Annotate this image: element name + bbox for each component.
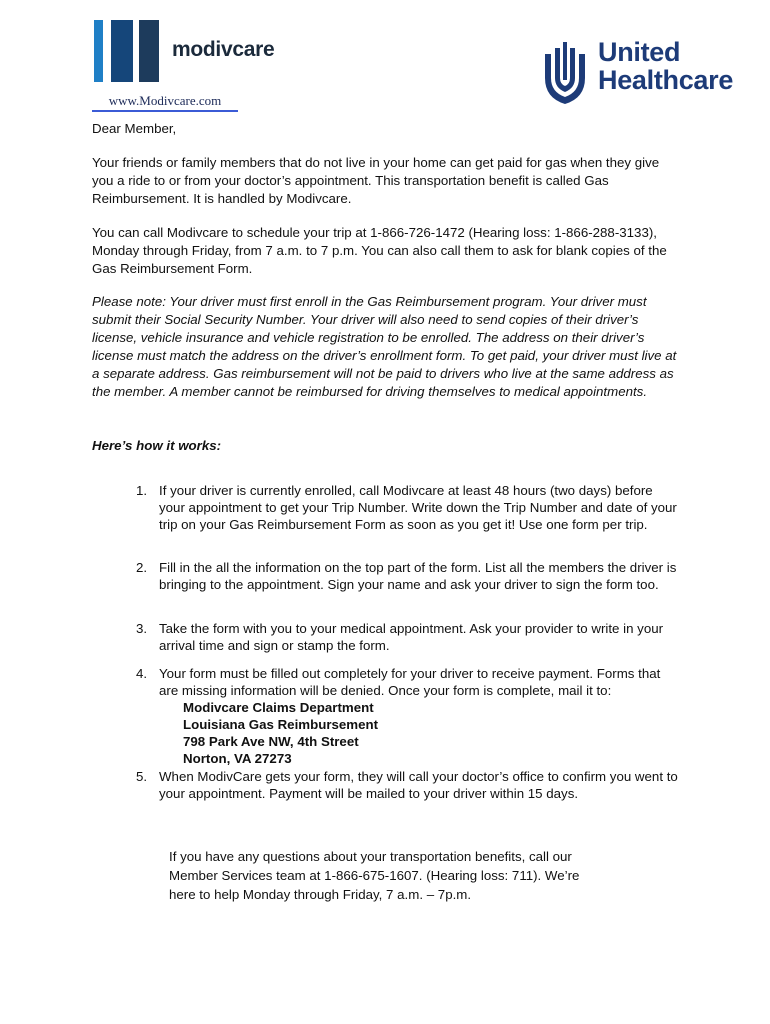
- uhc-wordmark: [598, 38, 733, 94]
- address-line-2: Louisiana Gas Reimbursement: [183, 717, 379, 732]
- mailing-address: [183, 699, 378, 767]
- how-it-works-heading: Here’s how it works:: [92, 438, 222, 453]
- address-line-1: Modivcare Claims Department: [183, 700, 374, 715]
- logo-bar-mid: [111, 20, 133, 82]
- unitedhealthcare-logo: [542, 38, 752, 106]
- step-number: 3.: [136, 621, 148, 636]
- step-text: Take the form with you to your medical appointment. Ask your provider to write in your arrival time and sign or stamp the form.: [159, 621, 664, 653]
- logo-bar-light: [94, 20, 103, 82]
- paragraph-intro: Your friends or family members that do not live in your home can get paid for gas when they give you a ride to or from your doctor’s appointment. This transportation benefit is called Gas Reimbursement. It is handled by Modivcare.: [92, 155, 660, 206]
- uhc-wordmark-line2: Healthcare: [598, 65, 734, 95]
- uhc-wordmark-line1: United: [598, 37, 681, 67]
- paragraph-schedule: You can call Modivcare to schedule your trip at 1-866-726-1472 (Hearing loss: 1-866-288-3133), Monday through Friday, from 7 a.m. to 7 p.m. You can also call them to ask for blank copies of the Gas Reimbursement Form.: [92, 225, 667, 276]
- step-text: Your form must be filled out completely for your driver to receive payment. Forms that are missing information will be denied. Once your form is complete, mail it to:: [159, 666, 661, 698]
- step-text: When ModivCare gets your form, they will call your doctor’s office to confirm you went to your appointment. Payment will be mailed to your driver within 15 days.: [159, 769, 678, 801]
- modivcare-logo: [94, 20, 275, 82]
- closing-paragraph: If you have any questions about your transportation benefits, call our Member Services team at 1-866-675-1607. (Hearing loss: 711). We’re here to help Monday through Friday, 7 a.m. – 7p.m.: [169, 849, 580, 902]
- address-line-3: 798 Park Ave NW, 4th Street: [183, 734, 359, 749]
- please-note-paragraph: Please note: Your driver must first enroll in the Gas Reimbursement program. Your driver must submit their Social Security Number. Your driver will also need to send copies of their driver’s license, vehicle insurance and vehicle registration to be enrolled. The address on their driver’s license must match the address on the driver’s enrollment form. To get paid, your driver must live at a separate address. Gas reimbursement will not be paid to drivers who live at the same address as the member. A member cannot be reimbursed for driving themselves to medical appointments.: [92, 294, 677, 399]
- greeting: Dear Member,: [92, 121, 177, 136]
- step-number: 5.: [136, 769, 148, 784]
- step-text: Fill in the all the information on the top part of the form. List all the members the driver is bringing to the appointment. Sign your name and ask your driver to sign the form too.: [159, 560, 677, 592]
- address-line-4: Norton, VA 27273: [183, 751, 292, 766]
- uhc-shield-icon: [542, 40, 588, 106]
- step-number: 2.: [136, 560, 148, 575]
- step-number: 4.: [136, 666, 148, 681]
- step-number: 1.: [136, 483, 148, 498]
- step-text: If your driver is currently enrolled, call Modivcare at least 48 hours (two days) before your appointment to get your Trip Number. Write down the Trip Number and date of your trip on your Gas Reimbursement Form as soon as you get it! Use one form per trip.: [159, 483, 677, 532]
- modivcare-wordmark: modivcare: [172, 38, 275, 61]
- modivcare-website-link[interactable]: www.Modivcare.com: [92, 93, 238, 112]
- logo-bar-dark: [139, 20, 159, 82]
